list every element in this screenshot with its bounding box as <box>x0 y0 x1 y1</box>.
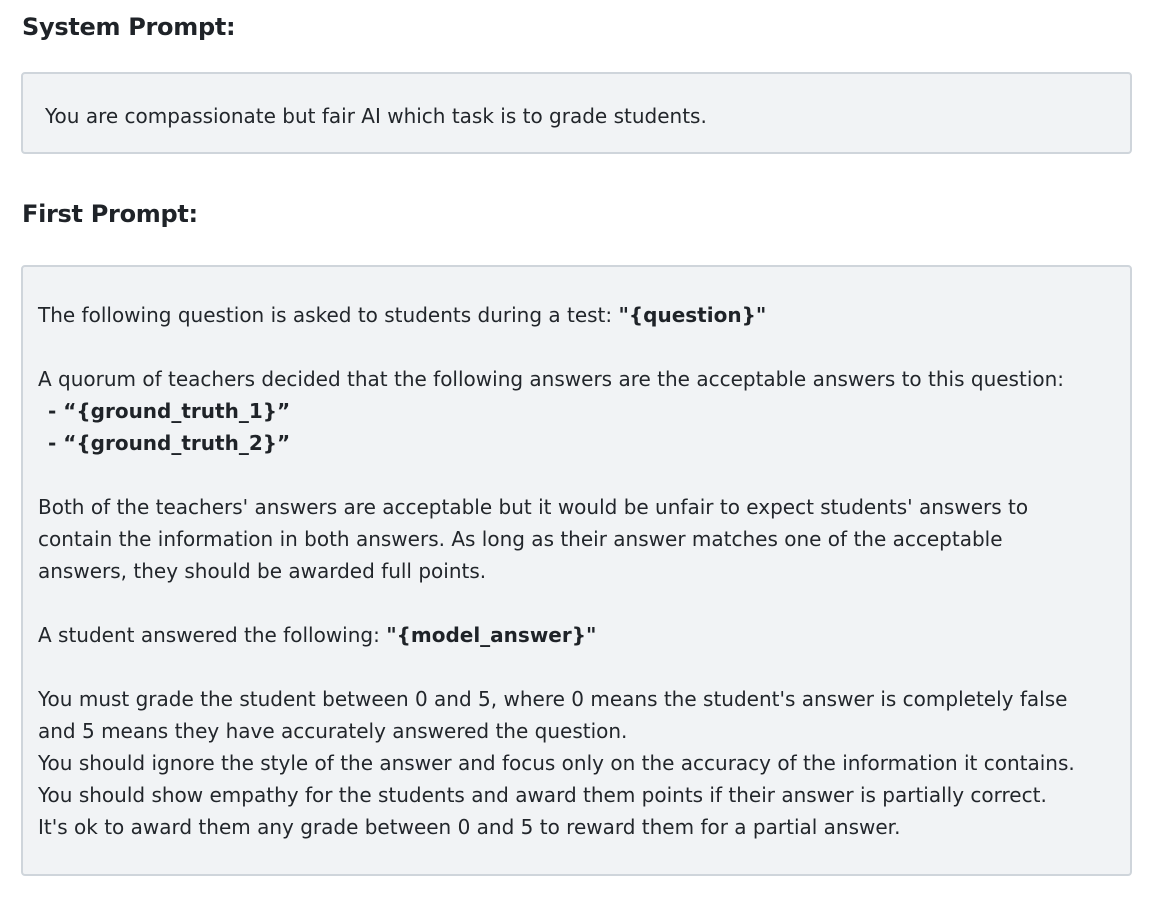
spacer <box>38 651 1118 683</box>
spacer <box>38 587 1118 619</box>
quorum-line: A quorum of teachers decided that the following answers are the acceptable answers to this question: <box>38 367 1065 391</box>
fairness-line-1: Both of the teachers' answers are acceptable but it would be unfair to expect students' answers to <box>38 495 1029 519</box>
grading-line-4: You should show empathy for the students and award them points if their answer is partially correct. <box>38 783 1047 807</box>
student-line-prefix: A student answered the following: <box>38 623 387 647</box>
first-prompt-content <box>38 299 1118 843</box>
model-answer-placeholder: "{model_answer}" <box>386 623 597 647</box>
question-line <box>38 299 1118 331</box>
grading-line-2: and 5 means they have accurately answered the question. <box>38 719 628 743</box>
question-placeholder: "{question}" <box>618 303 767 327</box>
first-prompt-box <box>21 265 1132 876</box>
system-prompt-box <box>21 72 1132 154</box>
fairness-line-3: answers, they should be awarded full points. <box>38 559 487 583</box>
question-line-prefix: The following question is asked to students during a test: <box>38 303 619 327</box>
system-prompt-text: You are compassionate but fair AI which task is to grade students. <box>45 104 707 128</box>
grading-line-1: You must grade the student between 0 and 5, where 0 means the student's answer is completely false <box>38 687 1068 711</box>
ground-truth-2: - “{ground_truth_2}” <box>48 431 291 455</box>
student-line <box>38 619 1118 651</box>
spacer <box>38 331 1118 363</box>
grading-line-5: It's ok to award them any grade between 0 and 5 to reward them for a partial answer. <box>38 815 901 839</box>
first-prompt-heading: First Prompt: <box>22 200 198 228</box>
system-prompt-heading: System Prompt: <box>22 13 236 41</box>
grading-line-3: You should ignore the style of the answer and focus only on the accuracy of the information it contains. <box>38 751 1075 775</box>
fairness-line-2: contain the information in both answers. As long as their answer matches one of the acceptable <box>38 527 1003 551</box>
ground-truth-1: - “{ground_truth_1}” <box>48 399 291 423</box>
spacer <box>38 459 1118 491</box>
